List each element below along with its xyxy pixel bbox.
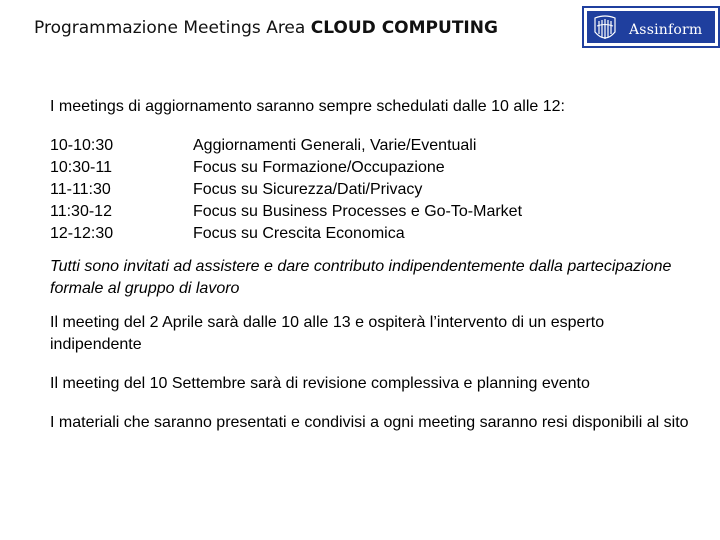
intro-text: I meetings di aggiornamento saranno sempre schedulati dalle 10 alle 12: xyxy=(50,98,565,115)
schedule-time: 10:30-11 xyxy=(50,159,112,176)
april-meeting-note: Il meeting del 2 Aprile sarà dalle 10 alle 13 e ospiterà l’intervento di un esperto indipendente xyxy=(50,314,605,353)
logo-text: Assinform xyxy=(629,22,703,38)
schedule-topic: Aggiornamenti Generali, Varie/Eventuali xyxy=(193,137,477,154)
schedule-time: 11:30-12 xyxy=(50,203,112,220)
schedule-row xyxy=(50,201,690,223)
september-meeting-note: Il meeting del 10 Settembre sarà di revisione complessiva e planning evento xyxy=(50,375,590,392)
schedule-topic: Focus su Business Processes e Go-To-Market xyxy=(193,203,523,220)
title-bold: CLOUD COMPUTING xyxy=(310,18,498,38)
schedule-row xyxy=(50,157,690,179)
materials-note: I materiali che saranno presentati e condivisi a ogni meeting saranno resi disponibili al sito xyxy=(50,414,689,431)
schedule-time: 11-11:30 xyxy=(50,181,111,198)
schedule-row xyxy=(50,179,690,201)
invitation-note: Tutti sono invitati ad assistere e dare contributo indipendentemente dalla partecipazione formale al gruppo di lavoro xyxy=(50,258,672,297)
page-title xyxy=(34,18,498,38)
main-content xyxy=(50,96,690,434)
schedule-time: 12-12:30 xyxy=(50,225,114,242)
logo-emblem-icon xyxy=(593,14,617,44)
schedule-row xyxy=(50,135,690,157)
schedule-time: 10-10:30 xyxy=(50,137,114,154)
assinform-logo xyxy=(582,6,720,48)
schedule-list xyxy=(50,135,690,245)
schedule-topic: Focus su Formazione/Occupazione xyxy=(193,159,445,176)
schedule-topic: Focus su Crescita Economica xyxy=(193,225,405,242)
title-prefix: Programmazione Meetings Area xyxy=(34,18,311,38)
schedule-topic: Focus su Sicurezza/Dati/Privacy xyxy=(193,181,423,198)
schedule-row xyxy=(50,223,690,245)
